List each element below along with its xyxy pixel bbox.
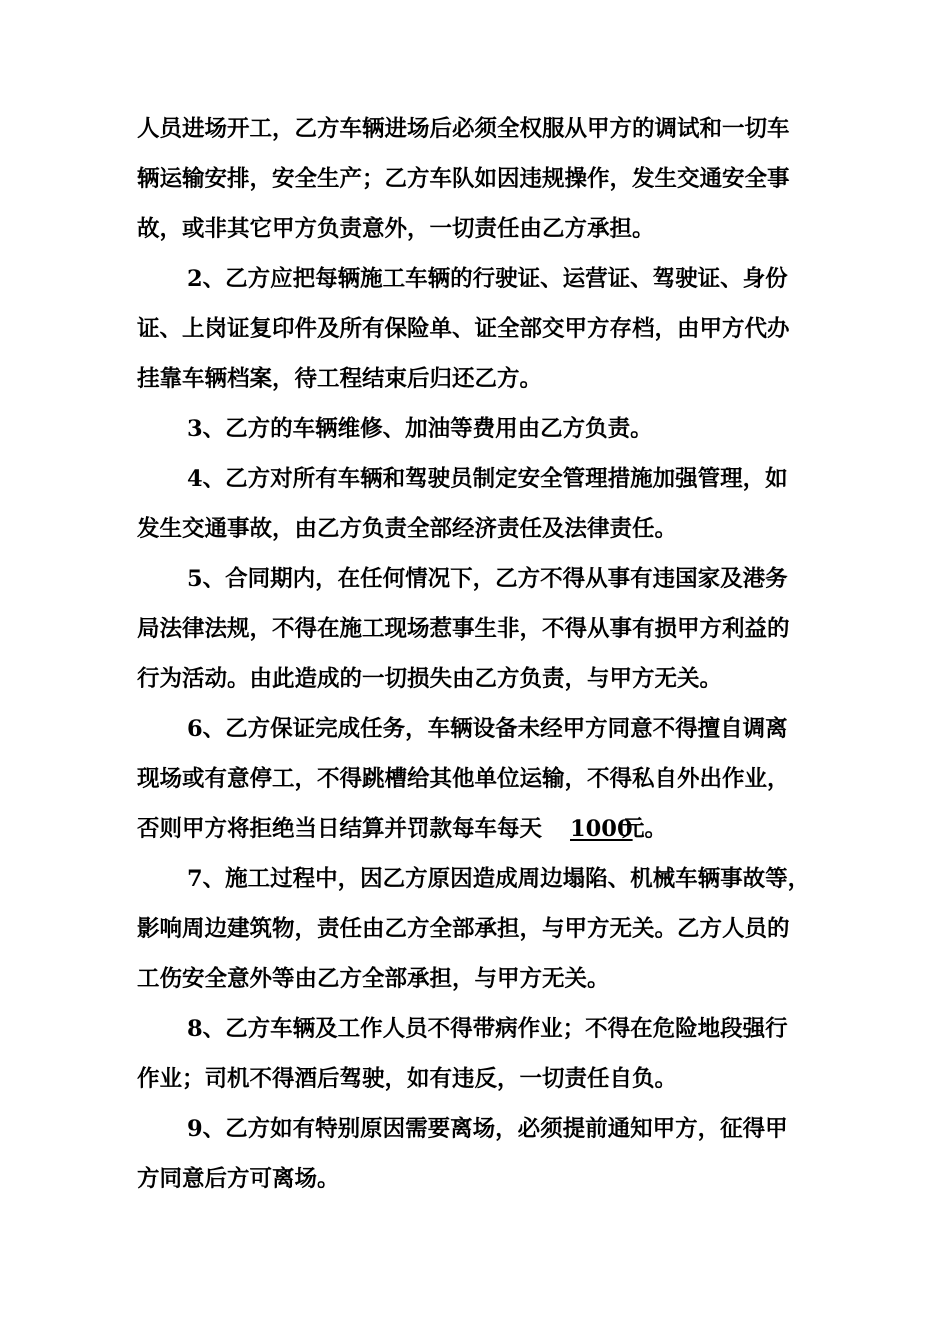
line-text: 影响周边建筑物，责任由乙方全部承担，与甲方无关。乙方人员的 — [137, 916, 790, 942]
text-line — [0, 809, 950, 849]
paragraph-6-first-line — [0, 709, 950, 749]
line-text: 局法律法规，不得在施工现场惹事生非，不得从事有损甲方利益的 — [137, 616, 790, 642]
paragraph-4-first-line — [0, 459, 950, 499]
text-line — [0, 959, 950, 999]
fine-amount: 1000 — [570, 816, 633, 842]
text-line — [0, 309, 950, 349]
text-line — [0, 659, 950, 699]
line-text: 8、乙方车辆及工作人员不得带病作业；不得在危险地段强行 — [187, 1016, 788, 1042]
line-text: 证、上岗证复印件及所有保险单、证全部交甲方存档，由甲方代办 — [137, 316, 790, 342]
text-line — [0, 1159, 950, 1199]
text-line — [0, 509, 950, 549]
line-text: 方同意后方可离场。 — [137, 1166, 340, 1192]
line-text: 2、乙方应把每辆施工车辆的行驶证、运营证、驾驶证、身份 — [187, 266, 788, 292]
text-line — [0, 1059, 950, 1099]
line-text: 辆运输安排，安全生产；乙方车队如因违规操作，发生交通安全事 — [137, 166, 790, 192]
line-text: 5、合同期内，在任何情况下，乙方不得从事有违国家及港务 — [187, 566, 788, 592]
line-text: 故，或非其它甲方负责意外，一切责任由乙方承担。 — [137, 216, 655, 242]
text-line — [0, 359, 950, 399]
line-text: 作业；司机不得酒后驾驶，如有违反，一切责任自负。 — [137, 1066, 678, 1092]
line-text: 6、乙方保证完成任务，车辆设备未经甲方同意不得擅自调离 — [187, 716, 788, 742]
paragraph-9-first-line — [0, 1109, 950, 1149]
text-line — [0, 209, 950, 249]
text-line — [0, 909, 950, 949]
paragraph-3-first-line — [0, 409, 950, 449]
text-line — [0, 609, 950, 649]
line-text: 否则甲方将拒绝当日结算并罚款每车每天 — [137, 816, 543, 842]
line-text: 9、乙方如有特别原因需要离场，必须提前通知甲方，征得甲 — [187, 1116, 788, 1142]
paragraph-2-first-line — [0, 259, 950, 299]
paragraph-5-first-line — [0, 559, 950, 599]
line-text: 元。 — [622, 816, 668, 842]
text-line — [0, 159, 950, 199]
paragraph-7-first-line — [0, 859, 950, 899]
line-text: 4、乙方对所有车辆和驾驶员制定安全管理措施加强管理，如 — [187, 466, 788, 492]
line-text: 挂靠车辆档案，待工程结束后归还乙方。 — [137, 366, 543, 392]
text-line — [0, 109, 950, 149]
paragraph-8-first-line — [0, 1009, 950, 1049]
line-text: 7、施工过程中，因乙方原因造成周边塌陷、机械车辆事故等， — [187, 866, 811, 892]
line-text: 3、乙方的车辆维修、加油等费用由乙方负责。 — [187, 416, 653, 442]
line-text: 人员进场开工，乙方车辆进场后必须全权服从甲方的调试和一切车 — [137, 116, 790, 142]
line-text: 现场或有意停工，不得跳槽给其他单位运输，不得私自外出作业， — [137, 766, 790, 792]
text-line — [0, 759, 950, 799]
line-text: 行为活动。由此造成的一切损失由乙方负责，与甲方无关。 — [137, 666, 723, 692]
line-text: 工伤安全意外等由乙方全部承担，与甲方无关。 — [137, 966, 610, 992]
line-text: 发生交通事故，由乙方负责全部经济责任及法律责任。 — [137, 516, 678, 542]
